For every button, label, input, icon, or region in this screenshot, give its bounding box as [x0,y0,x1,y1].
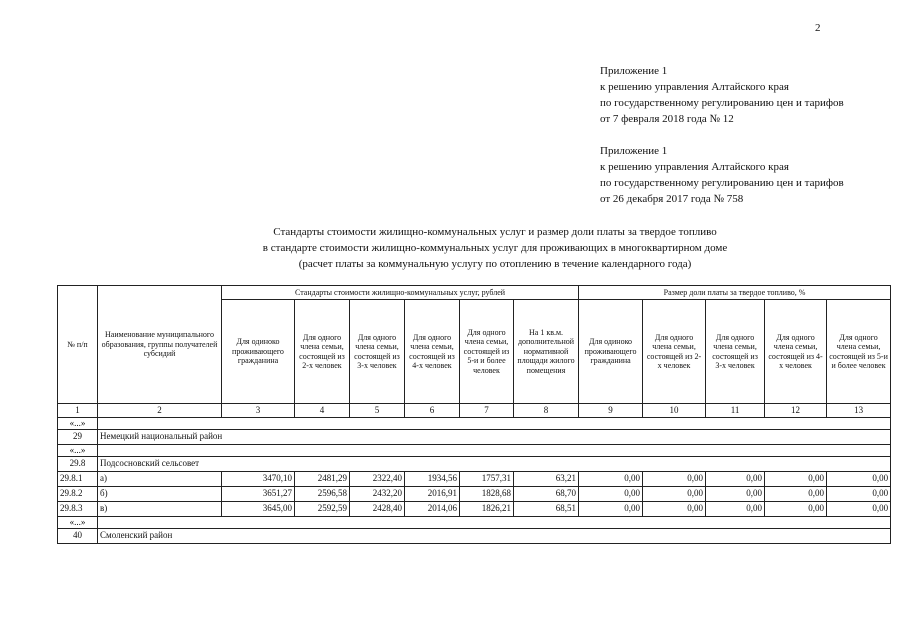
header-col-8: На 1 кв.м. дополнительной нормативной площади жилого помещения [514,300,579,404]
ellipsis-fill [98,445,891,457]
value-cell: 0,00 [706,487,765,502]
value-cell: 1757,31 [460,472,514,487]
value-cell: 3651,27 [222,487,295,502]
header-name: Наименование муниципального образования, группы получателей субсидий [98,286,222,404]
value-cell: 0,00 [765,487,827,502]
value-cell: 2016,91 [405,487,460,502]
value-cell: 0,00 [706,502,765,517]
value-cell: 2596,58 [295,487,350,502]
value-cell: 63,21 [514,472,579,487]
page-number: 2 [815,22,821,34]
header-group-share: Размер доли платы за твердое топливо, % [579,286,891,300]
value-cell: 2432,20 [350,487,405,502]
appendix-line: от 7 февраля 2018 года № 12 [600,113,734,125]
title-line: (расчет платы за коммунальную услугу по отоплению в течение календарного года) [298,258,692,270]
value-cell: 0,00 [643,502,706,517]
row-number: 29.8.2 [58,487,98,502]
row-group: б) [98,487,222,502]
value-cell: 0,00 [706,472,765,487]
column-number: 9 [579,404,643,418]
value-cell: 0,00 [579,502,643,517]
header-col-13: Для одного члена семьи, состоящей из 5-и и более человек [827,300,891,404]
ellipsis-row [58,517,891,529]
header-col-12: Для одного члена семьи, состоящей из 4-х человек [765,300,827,404]
table-row [58,487,891,502]
section-name: Немецкий национальный район [98,430,891,445]
header-group-standards: Стандарты стоимости жилищно-коммунальных услуг, рублей [222,286,579,300]
column-number: 12 [765,404,827,418]
value-cell: 0,00 [827,502,891,517]
ellipsis-fill [98,517,891,529]
value-cell: 68,51 [514,502,579,517]
document-title [0,224,903,272]
row-group: а) [98,472,222,487]
section-row [58,430,891,445]
column-number: 5 [350,404,405,418]
title-line: в стандарте стоимости жилищно-коммунальных услуг для проживающих в многоквартирном доме [262,242,728,254]
value-cell: 2322,40 [350,472,405,487]
value-cell: 2592,59 [295,502,350,517]
column-number: 7 [460,404,514,418]
row-number: 29.8.1 [58,472,98,487]
header-col-7: Для одного члена семьи, состоящей из 5-и и более человек [460,300,514,404]
ellipsis-cell: «...» [58,445,98,457]
column-number: 1 [58,404,98,418]
appendix-line: к решению управления Алтайского края [600,161,789,173]
value-cell: 0,00 [643,472,706,487]
header-col-11: Для одного члена семьи, состоящей из 3-х человек [706,300,765,404]
value-cell: 68,70 [514,487,579,502]
header-col-10: Для одного члена семьи, состоящей из 2-х человек [643,300,706,404]
appendix-line: по государственному регулированию цен и тарифов [600,177,844,189]
column-number: 13 [827,404,891,418]
appendix-line: по государственному регулированию цен и тарифов [600,97,844,109]
row-group: в) [98,502,222,517]
appendix-line: Приложение 1 [600,65,668,77]
value-cell: 0,00 [579,487,643,502]
appendix-line: от 26 декабря 2017 года № 758 [600,193,744,205]
row-number: 29.8 [58,457,98,472]
value-cell: 1934,56 [405,472,460,487]
value-cell: 0,00 [643,487,706,502]
header-col-4: Для одного члена семьи, состоящей из 2-х человек [295,300,350,404]
column-number: 11 [706,404,765,418]
header-no: № п/п [58,286,98,404]
column-number: 4 [295,404,350,418]
section-row [58,529,891,544]
column-number: 3 [222,404,295,418]
value-cell: 3645,00 [222,502,295,517]
table-row [58,502,891,517]
value-cell: 0,00 [765,472,827,487]
value-cell: 1826,21 [460,502,514,517]
column-number: 2 [98,404,222,418]
ellipsis-cell: «...» [58,418,98,430]
value-cell: 0,00 [579,472,643,487]
row-number: 40 [58,529,98,544]
ellipsis-row [58,418,891,430]
ellipsis-fill [98,418,891,430]
value-cell: 0,00 [827,472,891,487]
standards-table [57,285,891,544]
appendix-line: Приложение 1 [600,145,668,157]
column-number: 6 [405,404,460,418]
section-row [58,457,891,472]
value-cell: 1828,68 [460,487,514,502]
header-col-5: Для одного члена семьи, состоящей из 3-х человек [350,300,405,404]
row-number: 29 [58,430,98,445]
appendix-line: к решению управления Алтайского края [600,81,789,93]
ellipsis-cell: «...» [58,517,98,529]
value-cell: 0,00 [827,487,891,502]
value-cell: 0,00 [765,502,827,517]
value-cell: 3470,10 [222,472,295,487]
header-col-3: Для одиноко проживающего гражданина [222,300,295,404]
section-name: Смоленский район [98,529,891,544]
value-cell: 2428,40 [350,502,405,517]
value-cell: 2481,29 [295,472,350,487]
appendix-current-header [600,63,844,127]
ellipsis-row [58,445,891,457]
title-line: Стандарты стоимости жилищно-коммунальных услуг и размер доли платы за твердое топливо [273,226,717,238]
value-cell: 2014,06 [405,502,460,517]
appendix-original-header [600,143,844,207]
header-col-6: Для одного члена семьи, состоящей из 4-х человек [405,300,460,404]
table-row [58,472,891,487]
column-number: 8 [514,404,579,418]
header-col-9: Для одиноко проживающего гражданина [579,300,643,404]
row-number: 29.8.3 [58,502,98,517]
column-number: 10 [643,404,706,418]
section-name: Подсосновский сельсовет [98,457,891,472]
